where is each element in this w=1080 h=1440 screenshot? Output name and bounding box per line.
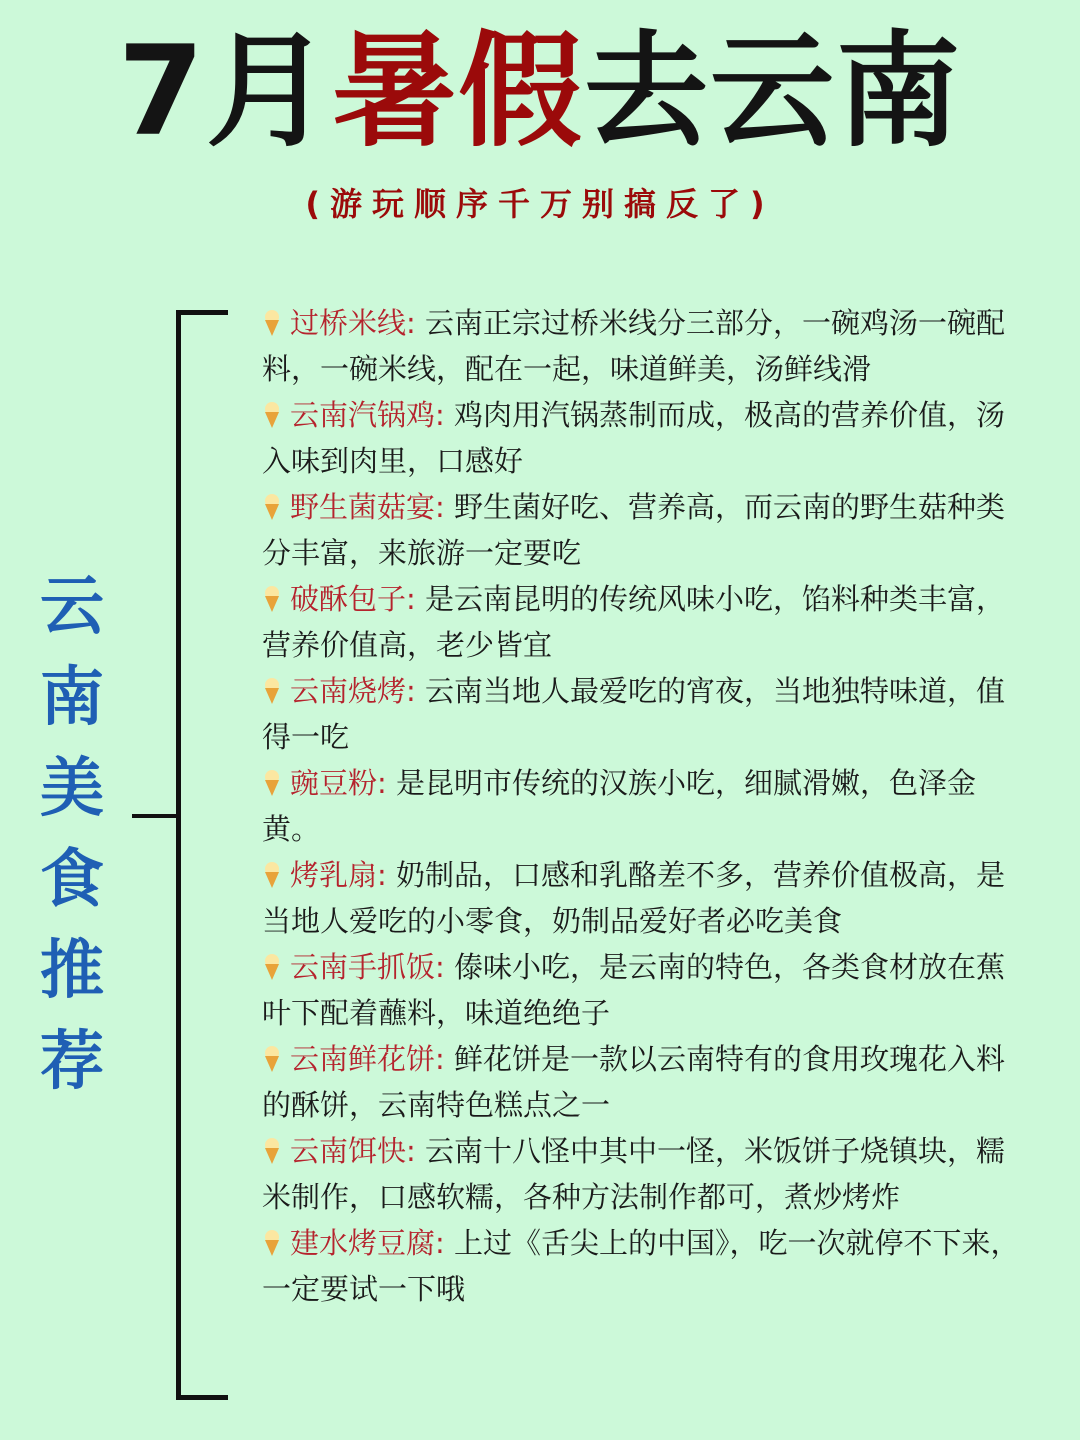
food-separator: : xyxy=(435,490,445,524)
food-name: 云南饵快 xyxy=(290,1134,407,1168)
food-separator: : xyxy=(435,1226,445,1260)
ice-cream-icon xyxy=(262,953,282,981)
food-item xyxy=(262,484,1022,576)
food-name: 过桥米线 xyxy=(290,306,407,340)
food-item xyxy=(262,1220,1022,1312)
food-description: 是云南昆明的传统风味小吃，馅料种类丰富，营养价值高，老少皆宜 xyxy=(262,582,1006,662)
bracket-bottom-tick xyxy=(176,1395,228,1400)
bracket-line xyxy=(176,310,181,1400)
ice-cream-icon xyxy=(262,1229,282,1257)
bracket-top-tick xyxy=(176,310,228,315)
food-name: 云南鲜花饼 xyxy=(290,1042,436,1076)
food-item xyxy=(262,944,1022,1036)
ice-cream-icon xyxy=(262,1045,282,1073)
food-item xyxy=(262,576,1022,668)
food-name: 云南手抓饭 xyxy=(290,950,436,984)
page-title xyxy=(0,22,1080,162)
food-description: 野生菌好吃、营养高，而云南的野生菇种类分丰富，来旅游一定要吃 xyxy=(262,490,1006,570)
ice-cream-icon xyxy=(262,861,282,889)
food-description: 云南十八怪中其中一怪，米饭饼子烧镇块，糯米制作，口感软糯，各种方法制作都可，煮炒烤炸 xyxy=(262,1134,1006,1214)
food-item xyxy=(262,668,1022,760)
food-item xyxy=(262,852,1022,944)
food-description: 鲜花饼是一款以云南特有的食用玫瑰花入料的酥饼，云南特色糕点之一 xyxy=(262,1042,1006,1122)
food-item xyxy=(262,392,1022,484)
food-item xyxy=(262,760,1022,852)
food-description: 云南当地人最爱吃的宵夜，当地独特味道，值得一吃 xyxy=(262,674,1006,754)
food-name: 烤乳扇 xyxy=(290,858,378,892)
ice-cream-icon xyxy=(262,677,282,705)
ice-cream-icon xyxy=(262,401,282,429)
food-separator: : xyxy=(406,306,416,340)
food-separator: : xyxy=(377,858,387,892)
food-description: 上过《舌尖上的中国》，吃一次就停不下来，一定要试一下哦 xyxy=(262,1226,1020,1306)
food-separator: : xyxy=(406,582,416,616)
food-list xyxy=(262,300,1022,1312)
ice-cream-icon xyxy=(262,309,282,337)
ice-cream-icon xyxy=(262,1137,282,1165)
ice-cream-icon xyxy=(262,493,282,521)
ice-cream-icon xyxy=(262,769,282,797)
food-name: 建水烤豆腐 xyxy=(290,1226,436,1260)
food-separator: : xyxy=(406,1134,416,1168)
food-name: 云南汽锅鸡 xyxy=(290,398,436,432)
food-name: 破酥包子 xyxy=(290,582,407,616)
side-label: 云南美食推荐 xyxy=(40,570,104,1099)
food-separator: : xyxy=(435,1042,445,1076)
food-name: 豌豆粉 xyxy=(290,766,378,800)
page-subtitle: (游玩顺序千万别搞反了) xyxy=(305,185,775,223)
title-highlight: 暑假 xyxy=(332,20,585,164)
title-destination: 去云南 xyxy=(584,20,963,164)
bracket-mid-tick xyxy=(132,814,180,818)
food-description: 奶制品，口感和乳酪差不多，营养价值极高，是当地人爱吃的小零食，奶制品爱好者必吃美食 xyxy=(262,858,1006,938)
food-description: 云南正宗过桥米线分三部分，一碗鸡汤一碗配料，一碗米线，配在一起，味道鲜美，汤鲜线滑 xyxy=(262,306,1006,386)
food-item xyxy=(262,300,1022,392)
food-separator: : xyxy=(435,950,445,984)
food-item xyxy=(262,1128,1022,1220)
food-description: 是昆明市传统的汉族小吃，细腻滑嫩，色泽金黄。 xyxy=(262,766,977,846)
food-description: 鸡肉用汽锅蒸制而成，极高的营养价值，汤入味到肉里，口感好 xyxy=(262,398,1006,478)
food-name: 野生菌菇宴 xyxy=(290,490,436,524)
food-separator: : xyxy=(406,674,416,708)
food-separator: : xyxy=(435,398,445,432)
food-item xyxy=(262,1036,1022,1128)
food-separator: : xyxy=(377,766,387,800)
title-month: 7月 xyxy=(117,20,333,164)
food-name: 云南烧烤 xyxy=(290,674,407,708)
ice-cream-icon xyxy=(262,585,282,613)
food-description: 傣味小吃，是云南的特色，各类食材放在蕉叶下配着蘸料，味道绝绝子 xyxy=(262,950,1006,1030)
